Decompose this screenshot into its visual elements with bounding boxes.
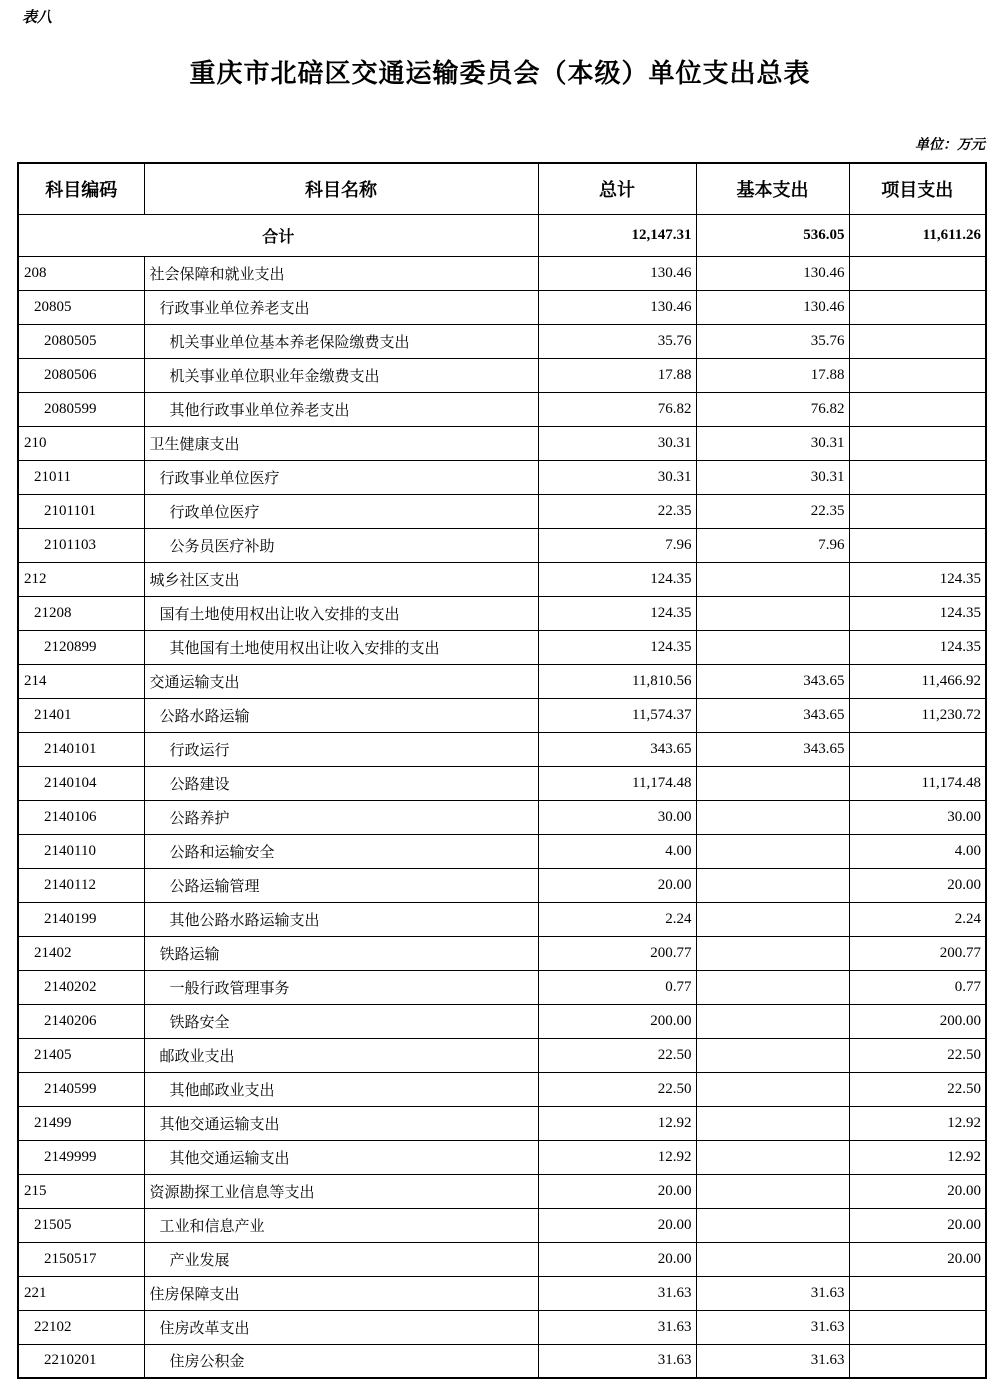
subject-name-cell: 住房保障支出 [144, 1276, 538, 1310]
project-expenditure-cell [849, 1344, 986, 1378]
subject-code-cell: 21505 [18, 1208, 144, 1242]
table-row [18, 596, 986, 630]
basic-expenditure-cell [696, 936, 849, 970]
project-expenditure-cell: 20.00 [849, 868, 986, 902]
column-header-subject-code: 科目编码 [18, 163, 144, 214]
subject-name-cell: 公路养护 [144, 800, 538, 834]
basic-expenditure-cell [696, 1174, 849, 1208]
project-expenditure-cell: 200.00 [849, 1004, 986, 1038]
total-value-cell: 22.50 [538, 1072, 696, 1106]
project-expenditure-cell: 12.92 [849, 1106, 986, 1140]
subject-name-cell: 铁路运输 [144, 936, 538, 970]
total-value-cell: 31.63 [538, 1344, 696, 1378]
total-value-cell: 11,174.48 [538, 766, 696, 800]
table-row [18, 494, 986, 528]
basic-expenditure-cell: 31.63 [696, 1344, 849, 1378]
subject-name-cell: 卫生健康支出 [144, 426, 538, 460]
basic-expenditure-cell: 76.82 [696, 392, 849, 426]
basic-expenditure-cell [696, 1038, 849, 1072]
table-row [18, 1276, 986, 1310]
subject-name-cell: 住房改革支出 [144, 1310, 538, 1344]
unit-note: 单位：万元 [915, 138, 985, 153]
project-expenditure-cell: 124.35 [849, 562, 986, 596]
project-expenditure-cell [849, 392, 986, 426]
subject-name-cell: 机关事业单位基本养老保险缴费支出 [144, 324, 538, 358]
total-value-cell: 22.35 [538, 494, 696, 528]
table-row [18, 834, 986, 868]
table-row [18, 630, 986, 664]
table-row [18, 1140, 986, 1174]
total-value-cell: 20.00 [538, 1174, 696, 1208]
basic-expenditure-cell [696, 1072, 849, 1106]
subject-code-cell: 20805 [18, 290, 144, 324]
total-value-cell: 4.00 [538, 834, 696, 868]
project-expenditure-cell: 20.00 [849, 1174, 986, 1208]
project-expenditure-cell [849, 1276, 986, 1310]
total-value-cell: 11,574.37 [538, 698, 696, 732]
subject-name-cell: 公务员医疗补助 [144, 528, 538, 562]
total-value-cell: 20.00 [538, 868, 696, 902]
table-row [18, 1310, 986, 1344]
subject-code-cell: 2140101 [18, 732, 144, 766]
project-expenditure-cell: 4.00 [849, 834, 986, 868]
subject-name-cell: 资源勘探工业信息等支出 [144, 1174, 538, 1208]
total-row [18, 214, 986, 256]
total-value-cell: 20.00 [538, 1242, 696, 1276]
table-row [18, 290, 986, 324]
basic-expenditure-cell [696, 1004, 849, 1038]
table-row [18, 528, 986, 562]
total-row-total-value: 12,147.31 [538, 214, 696, 256]
subject-name-cell: 产业发展 [144, 1242, 538, 1276]
total-value-cell: 30.31 [538, 426, 696, 460]
total-value-cell: 130.46 [538, 256, 696, 290]
subject-name-cell: 行政事业单位养老支出 [144, 290, 538, 324]
basic-expenditure-cell: 31.63 [696, 1276, 849, 1310]
table-row [18, 1004, 986, 1038]
basic-expenditure-cell [696, 970, 849, 1004]
project-expenditure-cell [849, 256, 986, 290]
total-value-cell: 7.96 [538, 528, 696, 562]
subject-code-cell: 2101103 [18, 528, 144, 562]
subject-code-cell: 21402 [18, 936, 144, 970]
total-value-cell: 20.00 [538, 1208, 696, 1242]
basic-expenditure-cell: 35.76 [696, 324, 849, 358]
column-header-total: 总计 [538, 163, 696, 214]
basic-expenditure-cell [696, 1106, 849, 1140]
expenditure-table [17, 162, 987, 1379]
basic-expenditure-cell [696, 902, 849, 936]
table-row [18, 800, 986, 834]
subject-code-cell: 2140110 [18, 834, 144, 868]
total-value-cell: 31.63 [538, 1310, 696, 1344]
project-expenditure-cell [849, 494, 986, 528]
table-row [18, 766, 986, 800]
subject-name-cell: 行政单位医疗 [144, 494, 538, 528]
total-value-cell: 35.76 [538, 324, 696, 358]
subject-code-cell: 2080506 [18, 358, 144, 392]
total-value-cell: 12.92 [538, 1106, 696, 1140]
total-row-label: 合计 [18, 214, 538, 256]
subject-name-cell: 行政运行 [144, 732, 538, 766]
total-value-cell: 2.24 [538, 902, 696, 936]
project-expenditure-cell [849, 324, 986, 358]
subject-code-cell: 2120899 [18, 630, 144, 664]
basic-expenditure-cell: 7.96 [696, 528, 849, 562]
subject-name-cell: 住房公积金 [144, 1344, 538, 1378]
table-row [18, 1038, 986, 1072]
total-row-basic-value: 536.05 [696, 214, 849, 256]
project-expenditure-cell: 0.77 [849, 970, 986, 1004]
basic-expenditure-cell: 31.63 [696, 1310, 849, 1344]
project-expenditure-cell: 20.00 [849, 1242, 986, 1276]
subject-code-cell: 2140112 [18, 868, 144, 902]
project-expenditure-cell: 11,230.72 [849, 698, 986, 732]
subject-code-cell: 215 [18, 1174, 144, 1208]
subject-name-cell: 其他公路水路运输支出 [144, 902, 538, 936]
project-expenditure-cell [849, 732, 986, 766]
table-row [18, 562, 986, 596]
project-expenditure-cell [849, 528, 986, 562]
subject-code-cell: 2140199 [18, 902, 144, 936]
subject-code-cell: 212 [18, 562, 144, 596]
basic-expenditure-cell: 130.46 [696, 256, 849, 290]
basic-expenditure-cell: 343.65 [696, 732, 849, 766]
project-expenditure-cell: 22.50 [849, 1072, 986, 1106]
subject-name-cell: 工业和信息产业 [144, 1208, 538, 1242]
table-row [18, 1344, 986, 1378]
subject-name-cell: 一般行政管理事务 [144, 970, 538, 1004]
table-row [18, 392, 986, 426]
total-value-cell: 17.88 [538, 358, 696, 392]
basic-expenditure-cell: 130.46 [696, 290, 849, 324]
subject-code-cell: 2140202 [18, 970, 144, 1004]
table-row [18, 868, 986, 902]
basic-expenditure-cell [696, 766, 849, 800]
table-row [18, 358, 986, 392]
table-row [18, 664, 986, 698]
subject-name-cell: 公路和运输安全 [144, 834, 538, 868]
subject-code-cell: 221 [18, 1276, 144, 1310]
subject-name-cell: 公路运输管理 [144, 868, 538, 902]
subject-code-cell: 22102 [18, 1310, 144, 1344]
table-row [18, 1106, 986, 1140]
basic-expenditure-cell: 30.31 [696, 426, 849, 460]
table-row [18, 698, 986, 732]
table-row [18, 460, 986, 494]
subject-name-cell: 行政事业单位医疗 [144, 460, 538, 494]
table-row [18, 970, 986, 1004]
table-row [18, 1208, 986, 1242]
subject-code-cell: 2080599 [18, 392, 144, 426]
basic-expenditure-cell [696, 562, 849, 596]
table-number-label: 表八 [22, 10, 53, 26]
subject-name-cell: 公路建设 [144, 766, 538, 800]
total-value-cell: 12.92 [538, 1140, 696, 1174]
basic-expenditure-cell: 22.35 [696, 494, 849, 528]
subject-name-cell: 公路水路运输 [144, 698, 538, 732]
subject-name-cell: 其他行政事业单位养老支出 [144, 392, 538, 426]
table-row [18, 256, 986, 290]
subject-code-cell: 21499 [18, 1106, 144, 1140]
total-value-cell: 124.35 [538, 596, 696, 630]
table-row [18, 324, 986, 358]
table-row [18, 732, 986, 766]
subject-name-cell: 其他交通运输支出 [144, 1106, 538, 1140]
table-row [18, 1072, 986, 1106]
total-value-cell: 31.63 [538, 1276, 696, 1310]
basic-expenditure-cell [696, 596, 849, 630]
subject-code-cell: 21208 [18, 596, 144, 630]
subject-code-cell: 21011 [18, 460, 144, 494]
basic-expenditure-cell [696, 1140, 849, 1174]
basic-expenditure-cell: 343.65 [696, 664, 849, 698]
subject-code-cell: 2101101 [18, 494, 144, 528]
subject-name-cell: 交通运输支出 [144, 664, 538, 698]
project-expenditure-cell: 2.24 [849, 902, 986, 936]
basic-expenditure-cell [696, 800, 849, 834]
subject-name-cell: 邮政业支出 [144, 1038, 538, 1072]
page-title: 重庆市北碚区交通运输委员会（本级）单位支出总表 [189, 58, 811, 88]
project-expenditure-cell: 12.92 [849, 1140, 986, 1174]
total-row-project-value: 11,611.26 [849, 214, 986, 256]
basic-expenditure-cell: 343.65 [696, 698, 849, 732]
subject-code-cell: 210 [18, 426, 144, 460]
table-row [18, 936, 986, 970]
subject-code-cell: 2140599 [18, 1072, 144, 1106]
subject-name-cell: 其他国有土地使用权出让收入安排的支出 [144, 630, 538, 664]
basic-expenditure-cell [696, 1208, 849, 1242]
basic-expenditure-cell: 17.88 [696, 358, 849, 392]
subject-code-cell: 214 [18, 664, 144, 698]
total-value-cell: 30.31 [538, 460, 696, 494]
subject-name-cell: 其他交通运输支出 [144, 1140, 538, 1174]
project-expenditure-cell [849, 460, 986, 494]
subject-code-cell: 21405 [18, 1038, 144, 1072]
project-expenditure-cell [849, 358, 986, 392]
table-row [18, 1242, 986, 1276]
project-expenditure-cell: 11,466.92 [849, 664, 986, 698]
total-value-cell: 124.35 [538, 562, 696, 596]
total-value-cell: 22.50 [538, 1038, 696, 1072]
table-row [18, 902, 986, 936]
subject-code-cell: 208 [18, 256, 144, 290]
table-row [18, 426, 986, 460]
basic-expenditure-cell [696, 834, 849, 868]
total-value-cell: 200.77 [538, 936, 696, 970]
total-value-cell: 76.82 [538, 392, 696, 426]
basic-expenditure-cell [696, 630, 849, 664]
project-expenditure-cell: 11,174.48 [849, 766, 986, 800]
total-value-cell: 124.35 [538, 630, 696, 664]
total-value-cell: 200.00 [538, 1004, 696, 1038]
basic-expenditure-cell: 30.31 [696, 460, 849, 494]
basic-expenditure-cell [696, 1242, 849, 1276]
project-expenditure-cell: 20.00 [849, 1208, 986, 1242]
project-expenditure-cell: 124.35 [849, 596, 986, 630]
header-row [18, 163, 986, 214]
total-value-cell: 0.77 [538, 970, 696, 1004]
total-value-cell: 343.65 [538, 732, 696, 766]
subject-code-cell: 2140104 [18, 766, 144, 800]
total-value-cell: 11,810.56 [538, 664, 696, 698]
subject-code-cell: 2140206 [18, 1004, 144, 1038]
subject-code-cell: 2140106 [18, 800, 144, 834]
project-expenditure-cell: 124.35 [849, 630, 986, 664]
subject-code-cell: 21401 [18, 698, 144, 732]
subject-name-cell: 机关事业单位职业年金缴费支出 [144, 358, 538, 392]
column-header-basic-expenditure: 基本支出 [696, 163, 849, 214]
project-expenditure-cell: 200.77 [849, 936, 986, 970]
total-value-cell: 30.00 [538, 800, 696, 834]
project-expenditure-cell [849, 1310, 986, 1344]
subject-code-cell: 2149999 [18, 1140, 144, 1174]
subject-name-cell: 其他邮政业支出 [144, 1072, 538, 1106]
subject-code-cell: 2150517 [18, 1242, 144, 1276]
subject-name-cell: 社会保障和就业支出 [144, 256, 538, 290]
subject-code-cell: 2210201 [18, 1344, 144, 1378]
subject-name-cell: 铁路安全 [144, 1004, 538, 1038]
subject-name-cell: 城乡社区支出 [144, 562, 538, 596]
project-expenditure-cell [849, 290, 986, 324]
subject-code-cell: 2080505 [18, 324, 144, 358]
total-value-cell: 130.46 [538, 290, 696, 324]
basic-expenditure-cell [696, 868, 849, 902]
project-expenditure-cell: 22.50 [849, 1038, 986, 1072]
subject-name-cell: 国有土地使用权出让收入安排的支出 [144, 596, 538, 630]
column-header-subject-name: 科目名称 [144, 163, 538, 214]
column-header-project-expenditure: 项目支出 [849, 163, 986, 214]
table-row [18, 1174, 986, 1208]
project-expenditure-cell [849, 426, 986, 460]
project-expenditure-cell: 30.00 [849, 800, 986, 834]
